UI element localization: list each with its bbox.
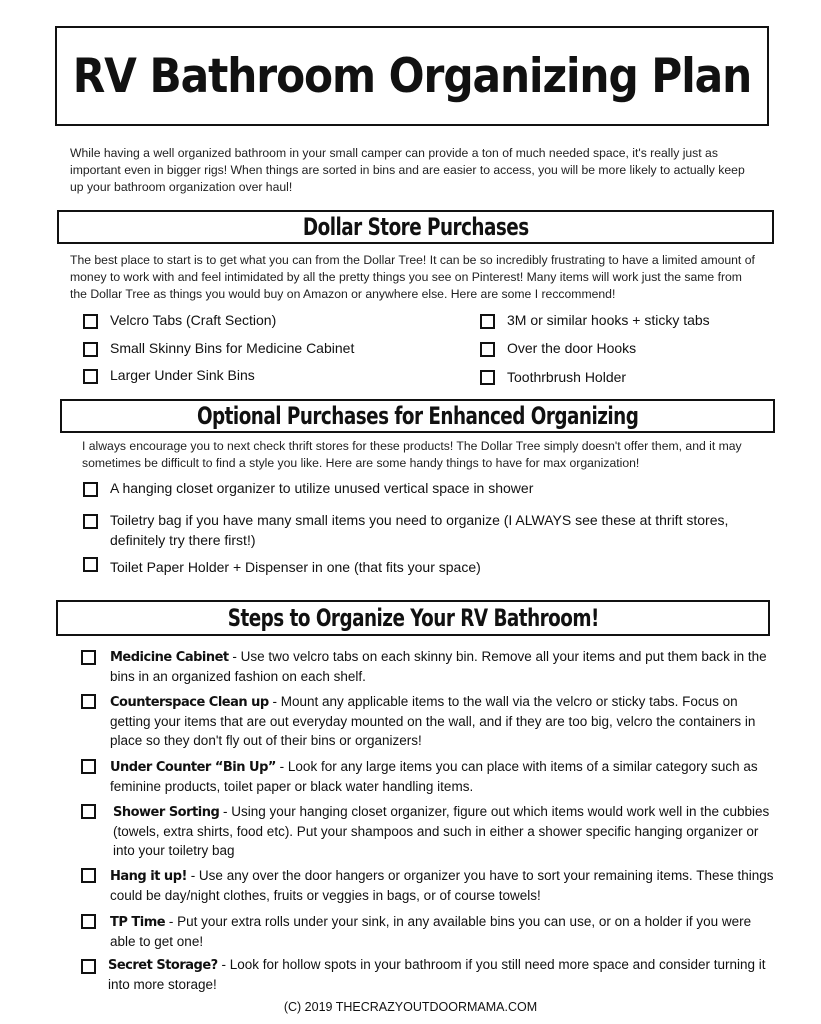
checkbox-step-tp-time[interactable] <box>81 914 96 929</box>
checkbox-skinny-bins[interactable] <box>83 342 98 357</box>
step-text: - Use two velcro tabs on each skinny bin. Remove all your items and put them back in the bins in an organized fashion on each shelf. <box>110 649 767 684</box>
checkbox-step-secret-storage[interactable] <box>81 959 96 974</box>
page-title: RV Bathroom Organizing Plan <box>72 48 752 104</box>
step-hang-it-up <box>110 866 780 905</box>
step-text: - Mount any applicable items to the wall via the velcro or sticky tabs. Focus on getting your items that are out everyday mounted on the wall, and if they are too big, velcro the containers in place so they don't fly out of their bins or organizers! <box>110 694 756 748</box>
item-toiletry-bag: Toiletry bag if you have many small items you need to organize (I ALWAYS see these at thrift stores, definitely try there first!) <box>110 512 729 548</box>
steps-heading-box <box>56 600 770 636</box>
step-text: - Using your hanging closet organizer, figure out which items would work well in the cubbies (towels, extra shirts, food etc). Put your shampoos and such in either a shower specific hanging organizer or into your toiletry bag <box>113 804 770 858</box>
item-velcro-tabs: Velcro Tabs (Craft Section) <box>110 312 277 328</box>
step-text: - Put your extra rolls under your sink, in any available bins you can use, or on a holder if you were able to get one! <box>110 914 752 949</box>
step-text: - Use any over the door hangers or organizer you have to sort your remaining items. These things could be day/night clothes, fruits or veggies in bags, or of course towels! <box>110 868 774 903</box>
title-box <box>55 26 769 126</box>
checkbox-step-counterspace[interactable] <box>81 694 96 709</box>
checkbox-step-hang-it-up[interactable] <box>81 868 96 883</box>
copyright-footer: (C) 2019 THECRAZYOUTDOORMAMA.COM <box>283 1000 538 1014</box>
checkbox-door-hooks[interactable] <box>480 342 495 357</box>
step-head: TP Time <box>110 915 166 930</box>
step-head: Under Counter “Bin Up” <box>110 760 276 775</box>
step-head: Shower Sorting <box>113 805 220 820</box>
item-under-sink-bins: Larger Under Sink Bins <box>110 367 255 383</box>
checkbox-under-sink-bins[interactable] <box>83 369 98 384</box>
checkbox-step-under-counter[interactable] <box>81 759 96 774</box>
step-under-counter <box>110 757 780 796</box>
checkbox-toothbrush-holder[interactable] <box>480 370 495 385</box>
item-door-hooks: Over the door Hooks <box>507 340 637 356</box>
step-counterspace <box>110 692 780 750</box>
item-tp-holder: Toilet Paper Holder + Dispenser in one (that fits your space) <box>110 559 481 575</box>
step-head: Hang it up! <box>110 869 187 884</box>
item-3m-hooks: 3M or similar hooks + sticky tabs <box>507 312 710 328</box>
item-skinny-bins: Small Skinny Bins for Medicine Cabinet <box>110 340 355 356</box>
dollar-store-heading: Dollar Store Purchases <box>302 213 529 241</box>
step-tp-time <box>110 912 780 951</box>
step-text: - Look for any large items you can place with items of a similar category such as feminine products, toilet paper or black water handling items. <box>110 759 758 794</box>
step-head: Secret Storage? <box>108 958 218 973</box>
checkbox-step-medicine-cabinet[interactable] <box>81 650 96 665</box>
step-text: - Look for hollow spots in your bathroom if you still need more space and consider turning it into more storage! <box>108 957 766 992</box>
checkbox-toiletry-bag[interactable] <box>83 514 98 529</box>
optional-heading-box <box>60 399 775 433</box>
item-toothbrush-holder: Toothrbrush Holder <box>507 369 627 385</box>
checkbox-closet-organizer[interactable] <box>83 482 98 497</box>
step-medicine-cabinet <box>110 647 780 686</box>
step-head: Medicine Cabinet <box>110 650 229 665</box>
steps-heading: Steps to Organize Your RV Bathroom! <box>227 604 599 632</box>
step-shower <box>113 802 781 860</box>
step-head: Counterspace Clean up <box>110 695 269 710</box>
item-closet-organizer: A hanging closet organizer to utilize unused vertical space in shower <box>110 480 534 496</box>
checkbox-step-shower[interactable] <box>81 804 96 819</box>
checkbox-tp-holder[interactable] <box>83 557 98 572</box>
checkbox-3m-hooks[interactable] <box>480 314 495 329</box>
checkbox-velcro-tabs[interactable] <box>83 314 98 329</box>
step-secret-storage <box>108 955 780 994</box>
optional-heading: Optional Purchases for Enhanced Organizing <box>196 402 639 430</box>
dollar-store-heading-box <box>57 210 774 244</box>
intro-paragraph: While having a well organized bathroom in your small camper can provide a ton of much needed space, it's really just as important even in bigger rigs! When things are sorted in bins and are easier to access, you will be more likely to actually keep up your bathroom organization over haul! <box>70 146 745 194</box>
optional-paragraph: I always encourage you to next check thrift stores for these products! The Dollar Tree simply doesn't offer them, and it may sometimes be difficult to find a style you like. Here are some handy things to have for max organization! <box>82 439 742 470</box>
dollar-store-paragraph: The best place to start is to get what you can from the Dollar Tree! It can be so incredibly frustrating to have a limited amount of money to work with and feel intimidated by all the pretty things you see on Pinterest! Many items will work just the same from the Dollar Tree as things you would buy on Amazon or anywhere else. Here are some I reccommend! <box>70 253 755 301</box>
